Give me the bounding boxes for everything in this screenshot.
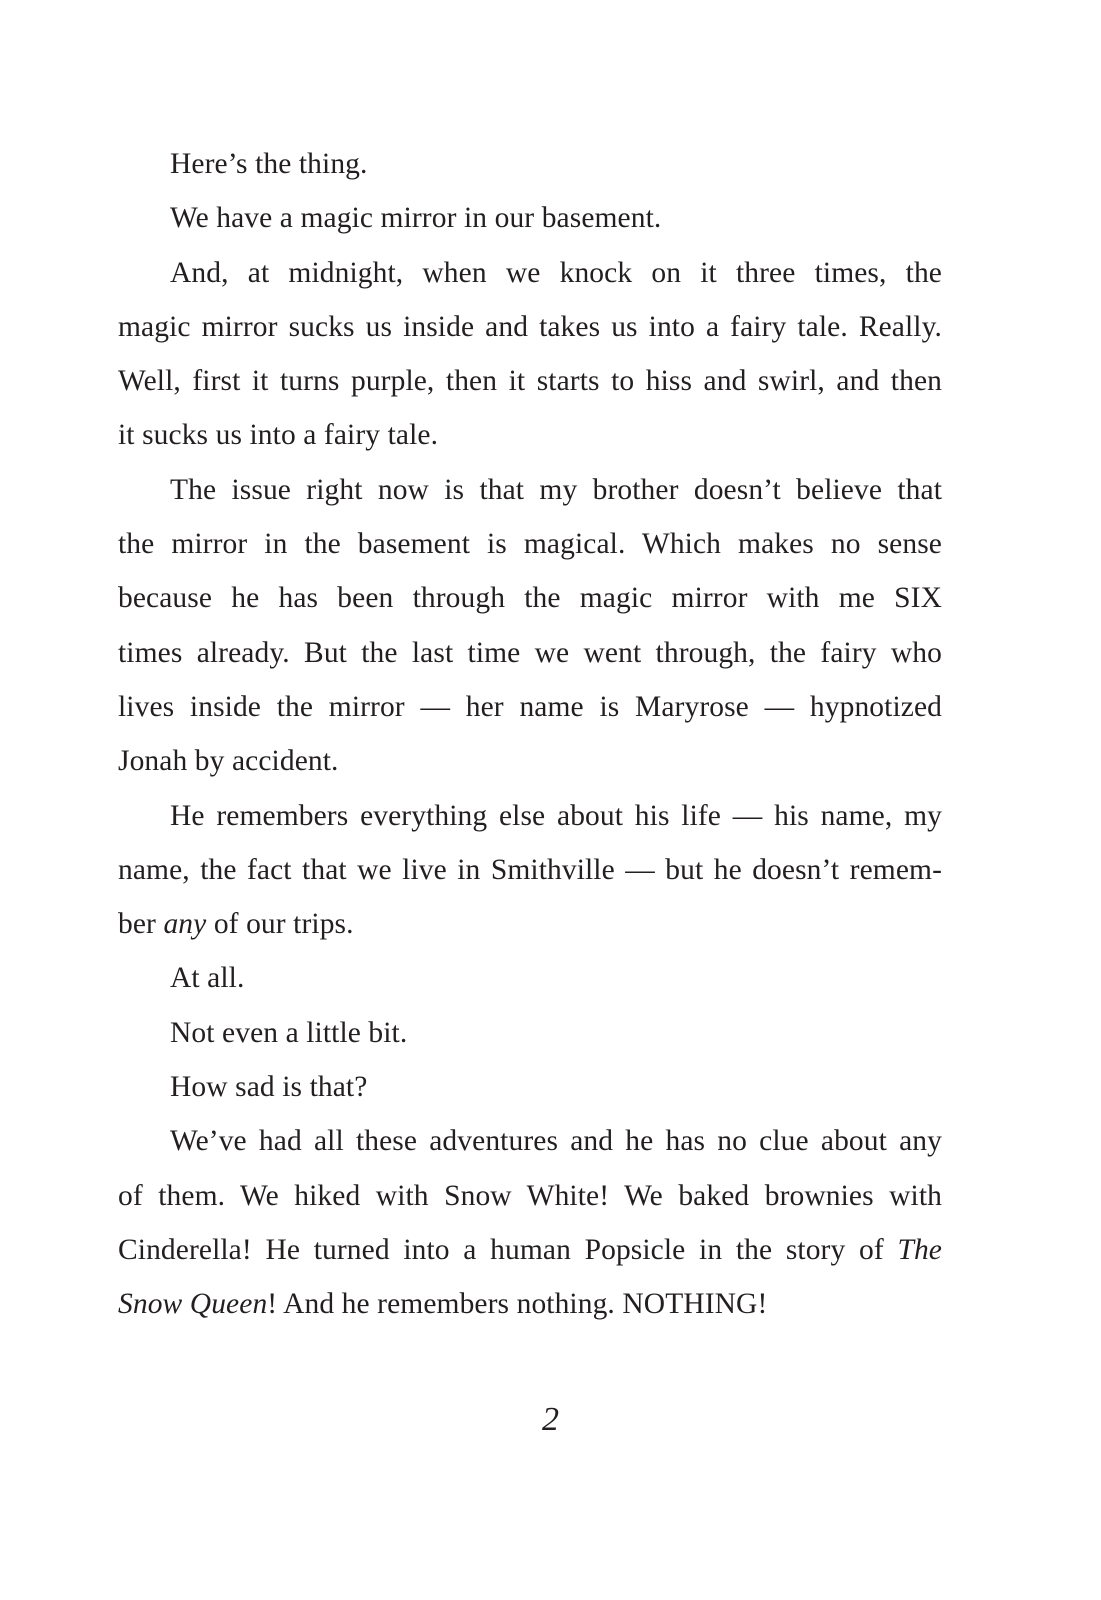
paragraph (118, 789, 942, 952)
text-run: ! And he remembers nothing. NOTHING! (267, 1288, 768, 1321)
text-line: the mirror in the basement is magical. Which makes no sense (118, 528, 942, 561)
text-run: ber (118, 908, 164, 941)
emphasized-title: Snow Queen (118, 1288, 268, 1321)
paragraph (118, 1006, 942, 1060)
text-line: How sad is that? (170, 1071, 368, 1104)
paragraph (118, 246, 942, 463)
body-text (118, 137, 942, 1332)
text-run: of our trips. (206, 908, 354, 941)
text-line: Well, first it turns purple, then it starts to hiss and swirl, and then (118, 365, 942, 398)
text-line: He remembers everything else about his life — his name, my (170, 799, 942, 832)
paragraph (118, 1114, 942, 1331)
emphasized-title: The (897, 1233, 942, 1266)
text-line: We have a magic mirror in our basement. (170, 202, 662, 235)
text-line (118, 897, 942, 951)
paragraph (118, 1060, 942, 1114)
text-line: And, at midnight, when we knock on it three times, the (170, 256, 942, 289)
paragraph (118, 463, 942, 789)
text-line: The issue right now is that my brother doesn’t believe that (170, 473, 942, 506)
text-line: it sucks us into a fairy tale. (118, 419, 439, 452)
text-line: Not even a little bit. (170, 1016, 408, 1049)
paragraph (118, 137, 942, 191)
paragraph (118, 951, 942, 1005)
emphasized-word: any (163, 908, 207, 941)
page-number: 2 (542, 1401, 559, 1438)
text-run: Cinderella! He turned into a human Popsicle in the story of (118, 1233, 898, 1266)
paragraph (118, 191, 942, 245)
text-line: because he has been through the magic mirror with me SIX (118, 582, 942, 615)
text-line: lives inside the mirror — her name is Maryrose — hypnotized (118, 690, 942, 723)
text-line: of them. We hiked with Snow White! We baked brownies with (118, 1179, 942, 1212)
text-line: Jonah by accident. (118, 745, 339, 778)
text-line: magic mirror sucks us inside and takes us into a fairy tale. Really. (118, 310, 942, 343)
text-line: Here’s the thing. (170, 148, 368, 180)
text-line: name, the fact that we live in Smithville — but he doesn’t remem- (118, 853, 942, 886)
text-line (118, 1277, 942, 1331)
text-line: times already. But the last time we went through, the fairy who (118, 636, 942, 669)
text-line: At all. (170, 962, 245, 995)
text-line: We’ve had all these adventures and he has no clue about any (170, 1125, 942, 1158)
text-line (118, 1223, 942, 1277)
